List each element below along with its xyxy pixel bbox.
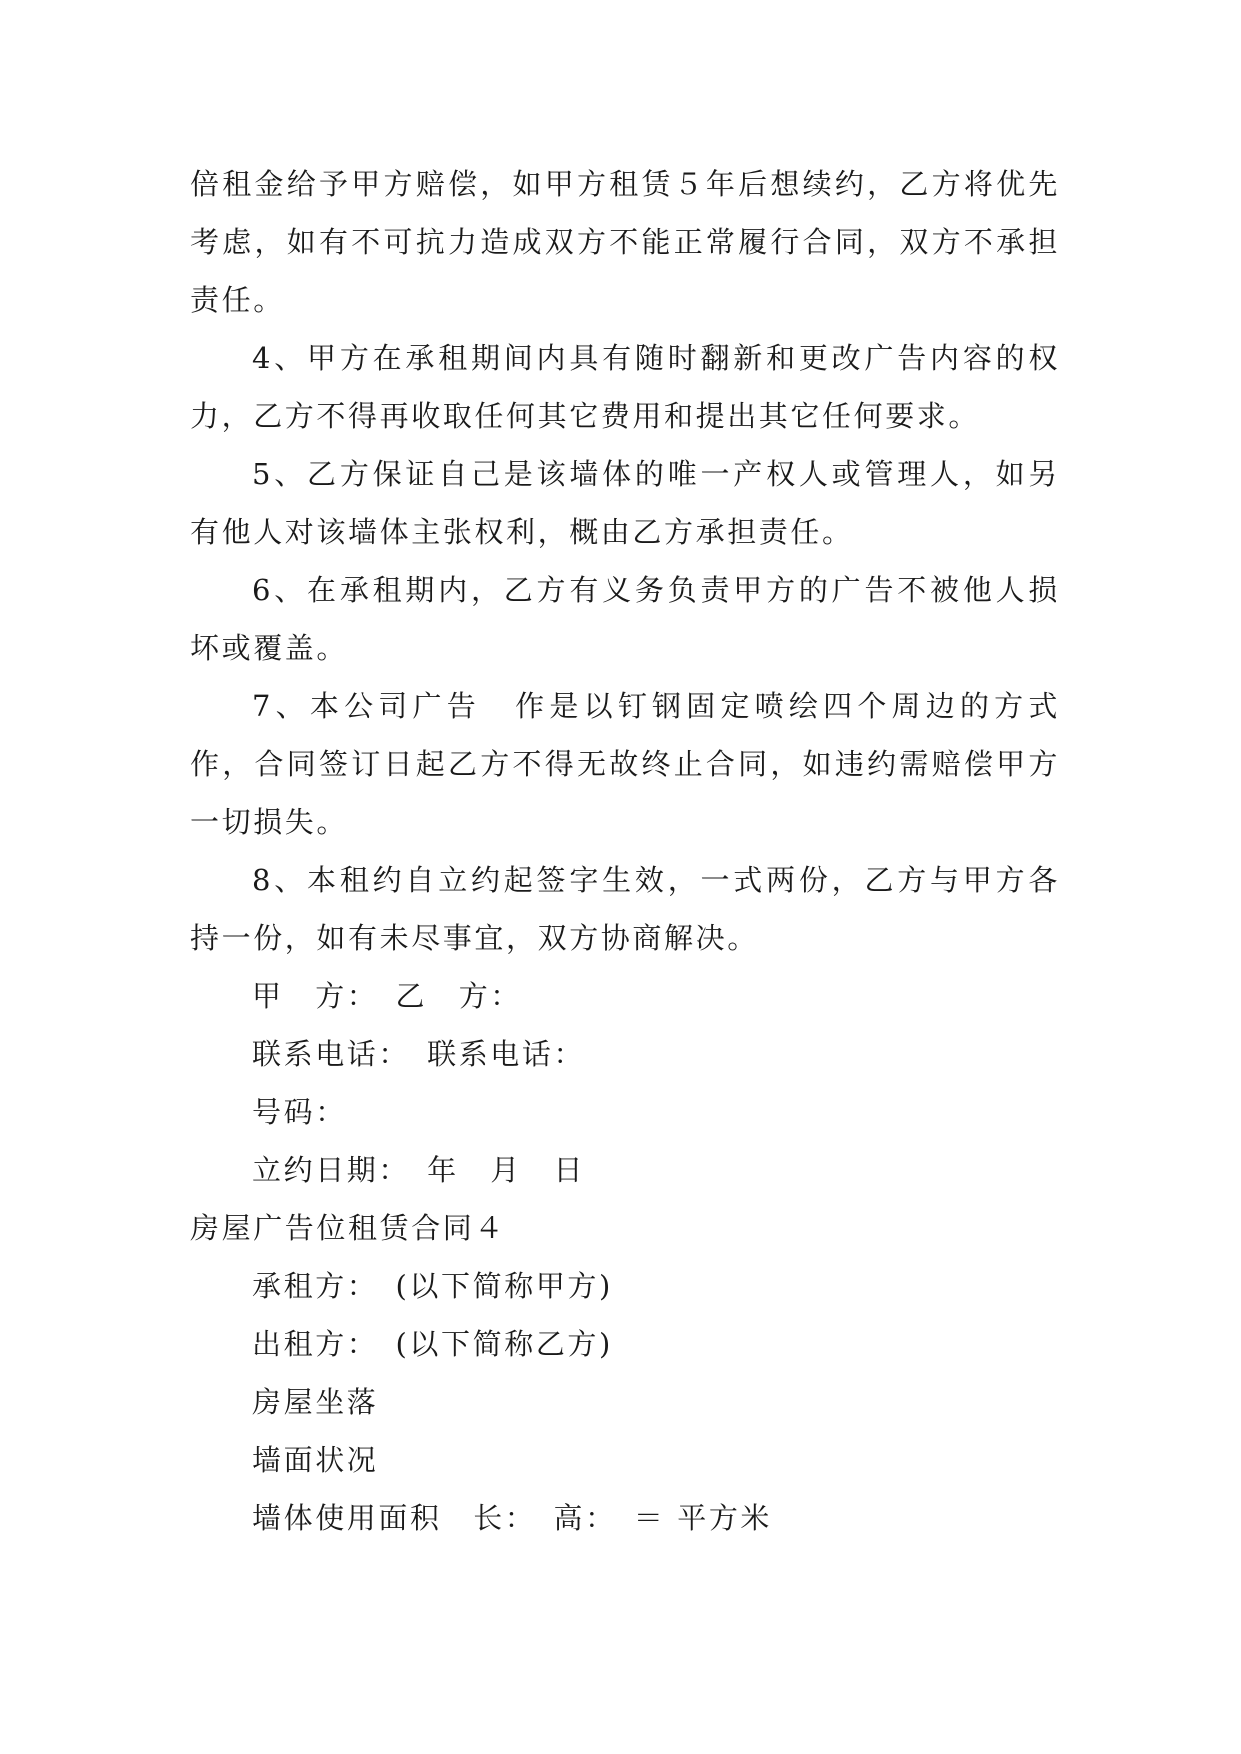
- wall-condition-field: 墙面状况: [252, 1443, 379, 1477]
- document-page: [190, 155, 1060, 1547]
- lessor-field: 出租方： (以下简称乙方): [252, 1327, 613, 1361]
- lessee-field: 承租方： (以下简称甲方): [252, 1269, 613, 1303]
- contract-clause-6: 6、在承租期内，乙方有义务负责甲方的广告不被他人损坏或覆盖。: [190, 573, 1060, 665]
- property-location-field: 房屋坐落: [252, 1385, 379, 1419]
- contract-clause-8: 8、本租约自立约起签字生效，一式两份，乙方与甲方各持一份，如有未尽事宜，双方协商解决。: [190, 863, 1060, 955]
- contact-phone-field: 联系电话： 联系电话：: [252, 1037, 586, 1071]
- contract-date-field: 立约日期： 年 月 日: [252, 1153, 586, 1187]
- section-title: 房屋广告位租赁合同４: [190, 1211, 507, 1245]
- contract-clause-5: 5、乙方保证自己是该墙体的唯一产权人或管理人，如另有他人对该墙体主张权利，概由乙方承担责任。: [190, 457, 1060, 549]
- party-names-field: 甲 方： 乙 方：: [252, 979, 522, 1013]
- wall-area-field: 墙体使用面积 长： 高： ＝ 平方米: [252, 1501, 773, 1535]
- contract-clause-7: 7、本公司广告 作是以钉钢固定喷绘四个周边的方式作，合同签订日起乙方不得无故终止合同，如违约需赔偿甲方一切损失。: [190, 689, 1060, 839]
- contract-clause-4: 4、甲方在承租期间内具有随时翻新和更改广告内容的权力，乙方不得再收取任何其它费用和提出其它任何要求。: [190, 341, 1060, 433]
- number-field: 号码：: [252, 1095, 347, 1129]
- contract-paragraph-continuation: 倍租金给予甲方赔偿，如甲方租赁５年后想续约，乙方将优先考虑，如有不可抗力造成双方不能正常履行合同，双方不承担责任。: [190, 167, 1060, 317]
